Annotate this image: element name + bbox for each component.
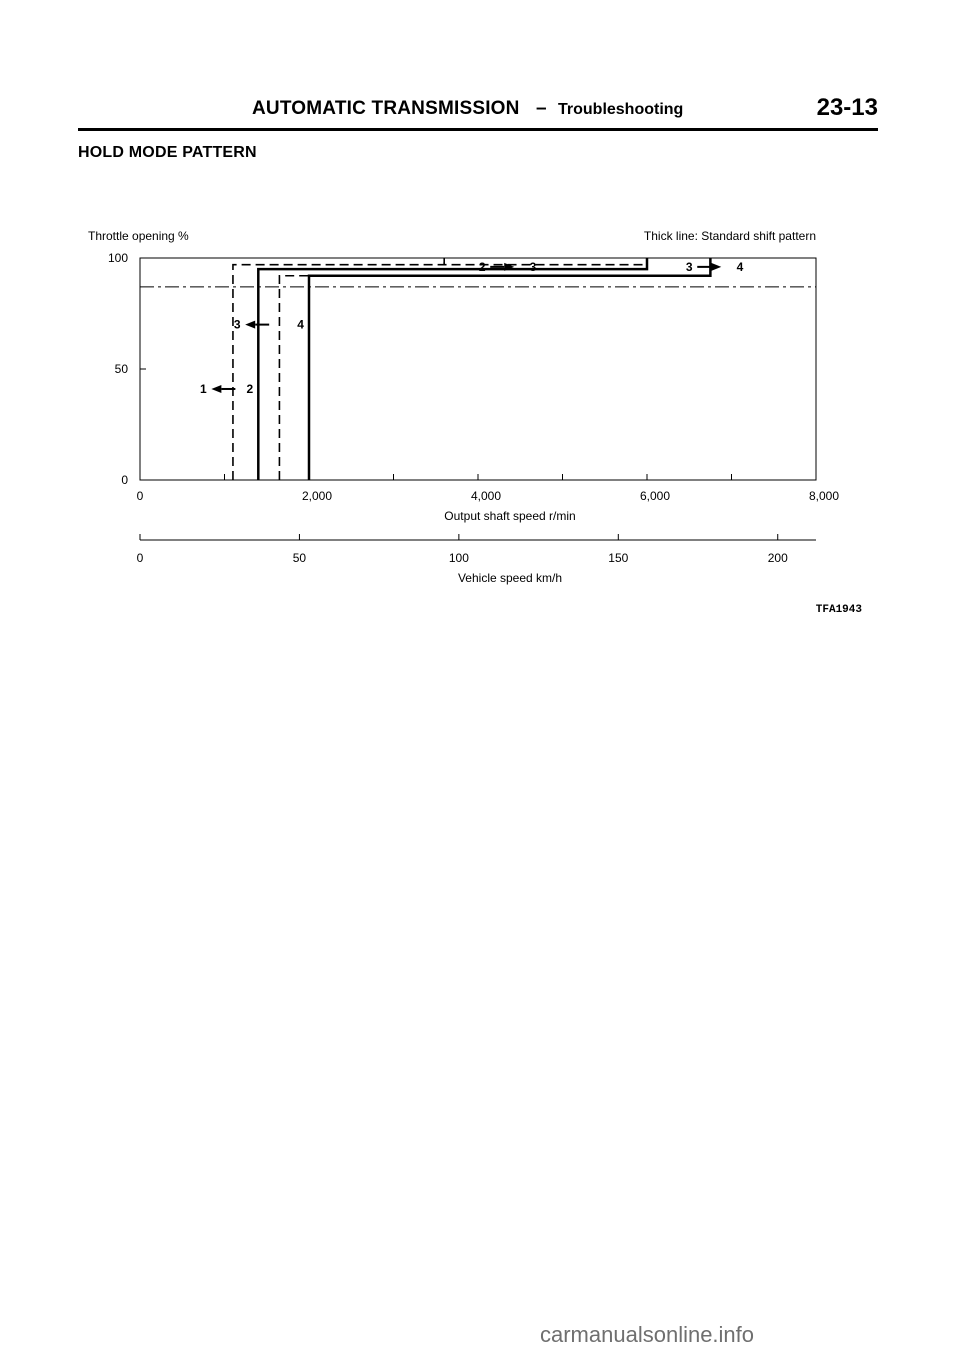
shift-label: 4 (297, 317, 304, 332)
x-axis-label: Output shaft speed r/min (444, 509, 576, 523)
shift-label: 3 (233, 317, 241, 332)
shift-label: 3 (529, 259, 537, 274)
y-axis-label: Throttle opening % (88, 229, 189, 243)
shift-arrow-left (211, 385, 221, 393)
shift-label: 2 (478, 259, 486, 274)
shift-line (444, 258, 647, 265)
chart-axes (88, 229, 839, 585)
section-title: HOLD MODE PATTERN (78, 144, 257, 161)
x-tick-label: 0 (136, 489, 144, 503)
y-tick-label: 0 (121, 473, 128, 487)
x-tick-label: 6,000 (639, 489, 671, 503)
shift-label: 2 (246, 381, 254, 396)
y-tick-label: 100 (107, 251, 128, 265)
page-header-subtitle: Troubleshooting (558, 101, 684, 118)
secondary-tick-label: 100 (448, 551, 469, 565)
hold-mode-chart (0, 0, 960, 640)
secondary-tick-label: 200 (767, 551, 788, 565)
shift-line (258, 258, 647, 480)
watermark: carmanualsonline.info (540, 1322, 755, 1347)
chart-series-layer (140, 258, 816, 480)
shift-line (233, 258, 444, 480)
x-tick-label: 8,000 (808, 489, 840, 503)
secondary-axis-label: Vehicle speed km/h (457, 571, 563, 585)
x-tick-label: 2,000 (301, 489, 333, 503)
shift-arrow-right (711, 263, 721, 271)
x-tick-label: 4,000 (470, 489, 502, 503)
plot-frame (140, 258, 816, 480)
shift-arrow-left (245, 321, 255, 329)
page-header-title: AUTOMATIC TRANSMISSION (252, 98, 520, 119)
shift-line (279, 276, 444, 480)
shift-label: 4 (736, 259, 744, 274)
secondary-tick-label: 150 (608, 551, 629, 565)
shift-line (309, 258, 710, 480)
shift-label: 3 (685, 259, 693, 274)
page-header-dash: – (536, 98, 547, 119)
secondary-tick-label: 0 (136, 551, 144, 565)
y-tick-label: 50 (114, 362, 128, 376)
page-number: 23-13 (816, 94, 878, 121)
shift-label: 1 (200, 381, 207, 396)
legend-note: Thick line: Standard shift pattern (643, 229, 816, 243)
reference-code: TFA1943 (815, 604, 862, 616)
secondary-tick-label: 50 (292, 551, 307, 565)
